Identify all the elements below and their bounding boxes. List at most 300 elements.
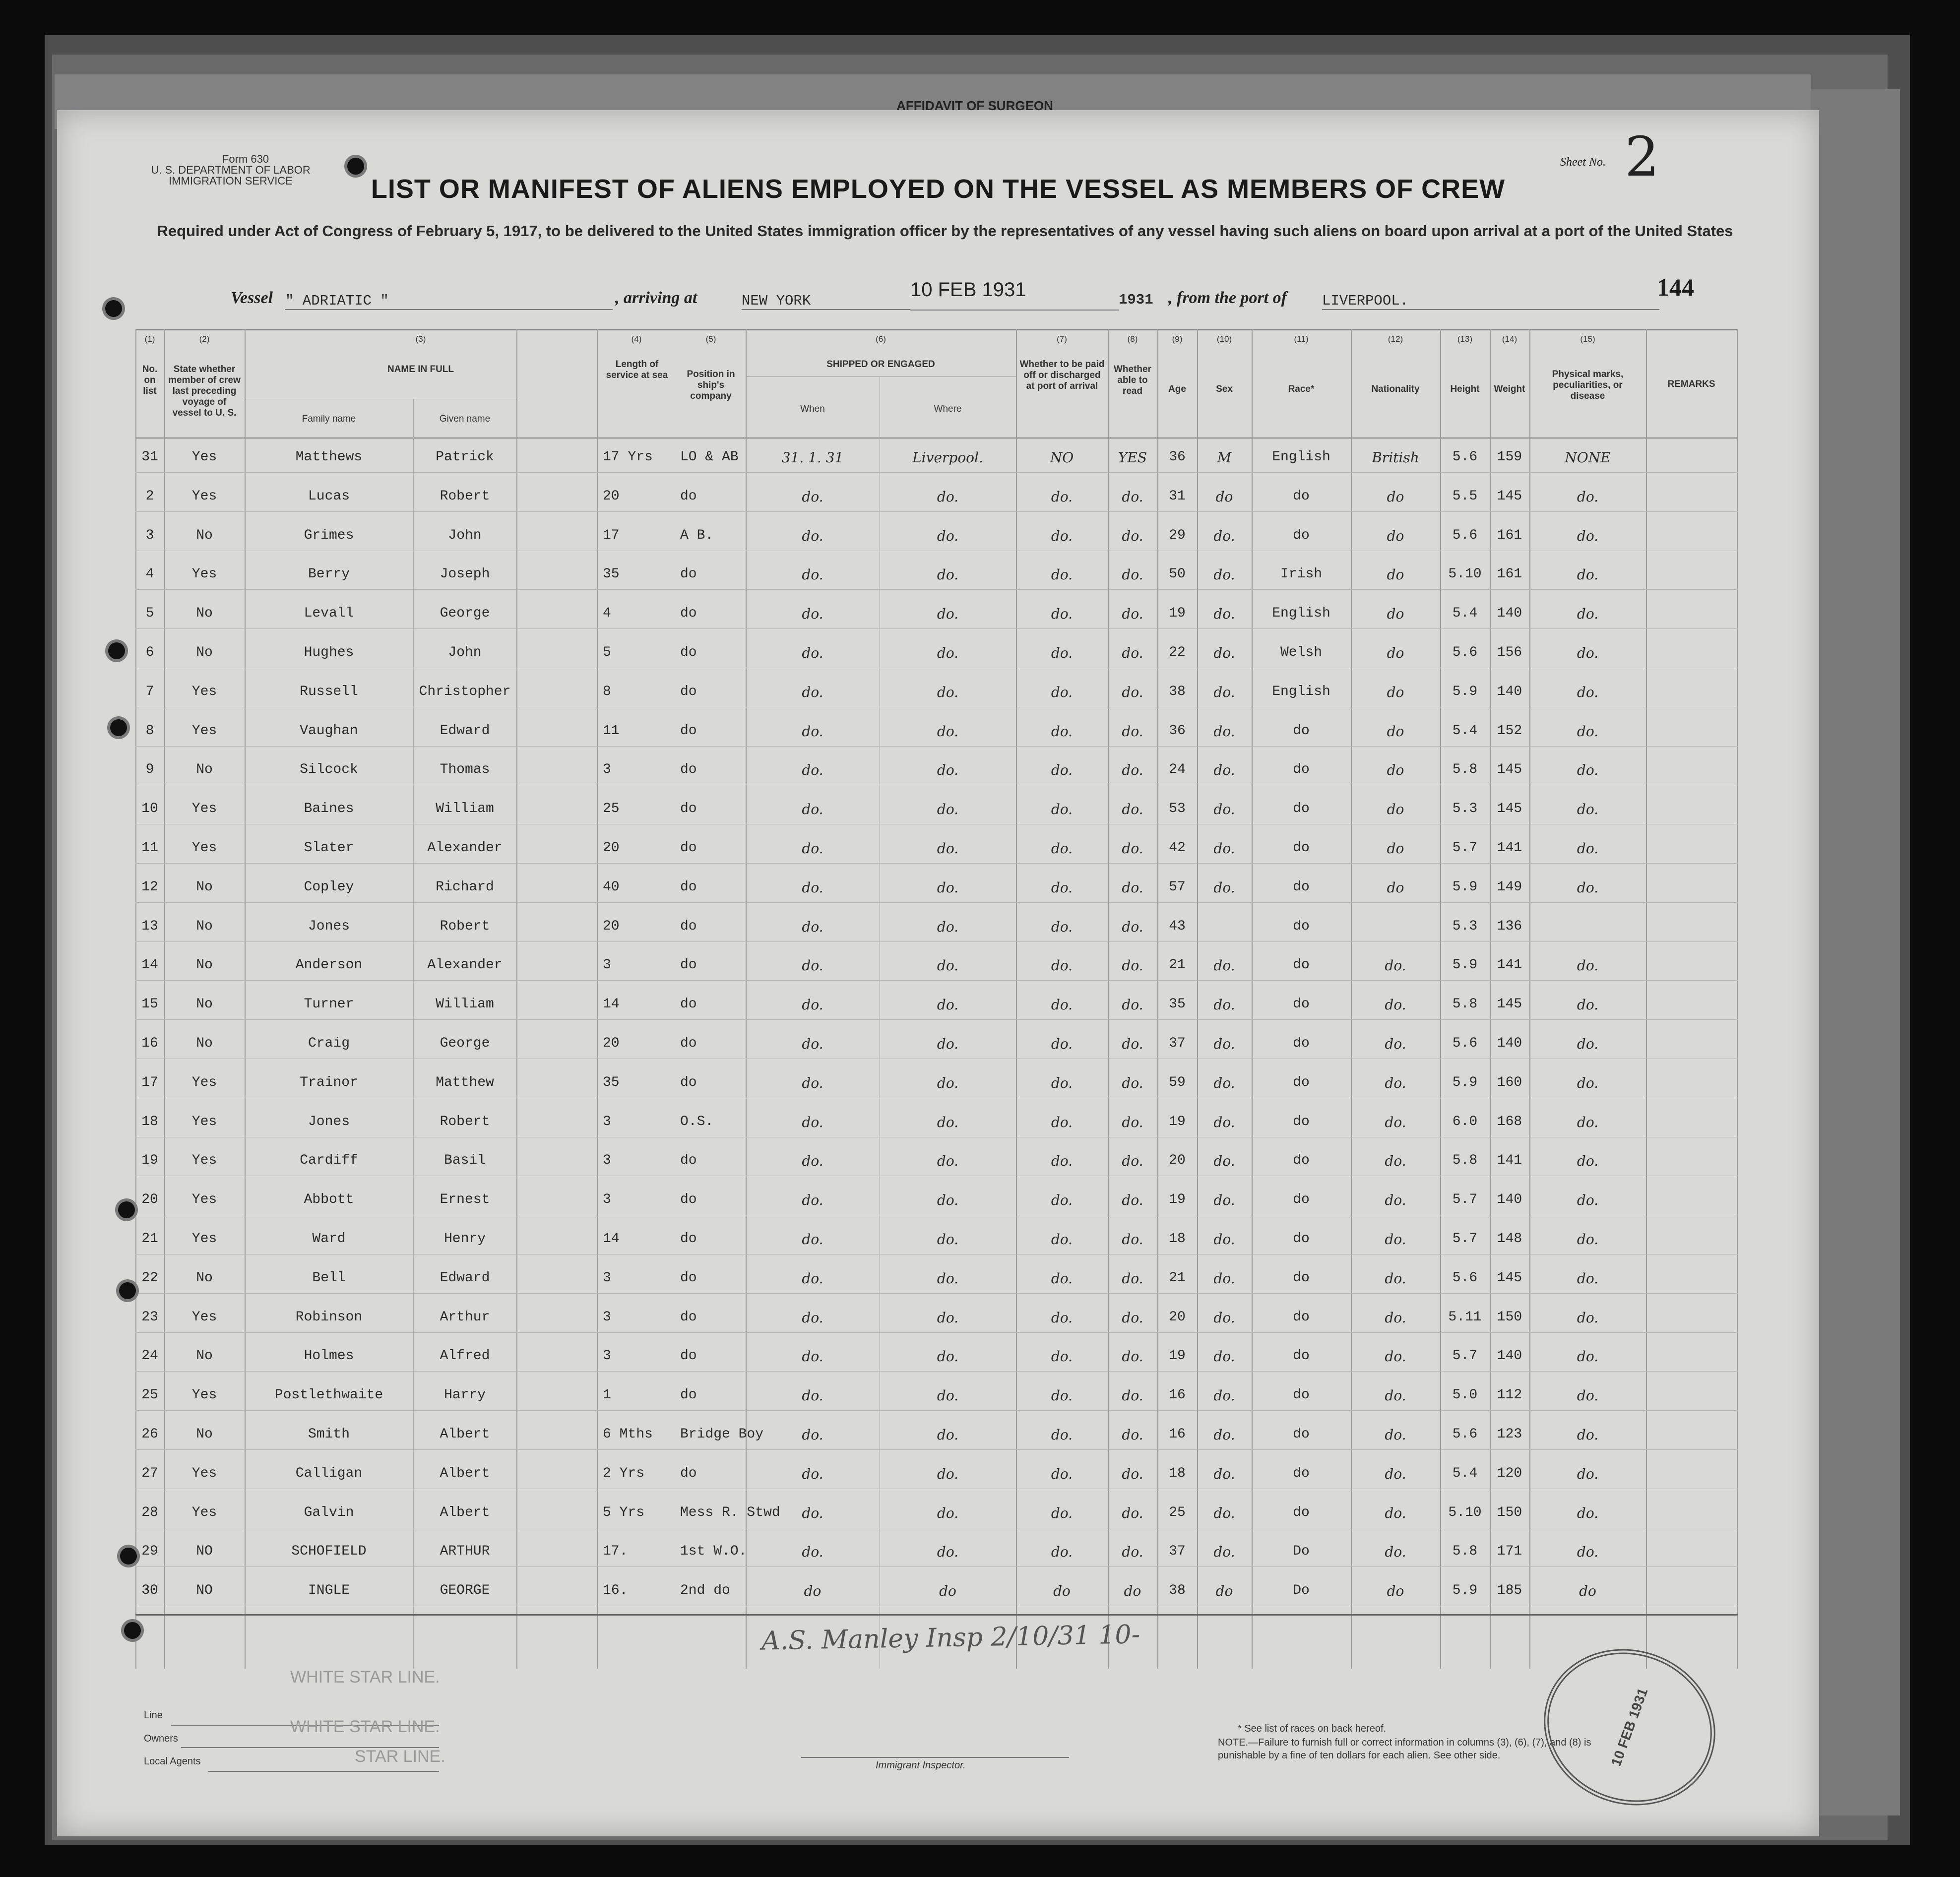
row-rule: [135, 863, 1738, 864]
cell-family-name: Vaughan: [300, 723, 358, 739]
cell-height: 5.10: [1448, 566, 1482, 582]
cell-nationality: do.: [1385, 1465, 1406, 1482]
cell-able-to-read: do.: [1122, 1465, 1143, 1482]
cell-prev-voyage: No: [196, 606, 213, 622]
penalty-note: NOTE.—Failure to furnish full or correct information in columns (3), (6), (7), and (8) is punishable by a fine of ten dollars for each alien. See other side.: [1218, 1737, 1591, 1761]
col-head-prev-voyage: State whether member of crew last preceding voyage of vessel to U. S.: [168, 364, 241, 418]
cell-sex: do.: [1213, 723, 1235, 740]
vessel-label: Vessel: [231, 289, 273, 307]
cell-nationality: do: [1387, 566, 1404, 583]
cell-height: 5.6: [1452, 1270, 1478, 1286]
cell-given-name: Joseph: [440, 566, 490, 582]
col-head-age: Age: [1168, 384, 1186, 394]
cell-height: 5.6: [1452, 527, 1478, 543]
cell-weight: 120: [1497, 1465, 1522, 1481]
cell-sex: do.: [1213, 1387, 1235, 1404]
cell-service-length: 20: [603, 840, 620, 856]
cell-height: 5.7: [1452, 1231, 1478, 1247]
cell-prev-voyage: No: [196, 762, 213, 778]
from-port-label: , from the port of: [1168, 289, 1287, 307]
cell-service-length: 25: [603, 801, 620, 817]
cell-able-to-read: do.: [1122, 762, 1143, 779]
cell-family-name: Robinson: [295, 1309, 363, 1325]
cell-race: do: [1293, 1465, 1310, 1481]
cell-shipped-where: do.: [937, 840, 959, 857]
cell-able-to-read: do.: [1122, 918, 1143, 935]
cell-row-number: 24: [141, 1348, 158, 1364]
cell-shipped-when: do.: [802, 879, 823, 896]
cell-sex: do.: [1213, 1427, 1235, 1443]
cell-age: 37: [1169, 1544, 1186, 1560]
footer-agents-value: STAR LINE.: [355, 1747, 445, 1766]
cell-sex: do.: [1213, 762, 1235, 779]
cell-shipped-when: do.: [802, 840, 823, 857]
cell-position: A B.: [680, 527, 714, 543]
cell-service-length: 20: [603, 1036, 620, 1051]
cell-given-name: Albert: [440, 1504, 490, 1520]
cell-paid-off: do.: [1051, 1153, 1073, 1170]
cell-weight: 140: [1497, 1348, 1522, 1364]
cell-weight: 140: [1497, 684, 1522, 699]
col-head-race: Race*: [1288, 384, 1315, 394]
col-head-nationality: Nationality: [1371, 384, 1420, 394]
cell-row-number: 18: [141, 1114, 158, 1129]
cell-weight: 145: [1497, 801, 1522, 817]
cell-sex: do.: [1213, 1270, 1235, 1287]
cell-paid-off: do.: [1051, 1504, 1073, 1521]
cell-weight: 159: [1497, 449, 1522, 465]
cell-physical-marks: do.: [1577, 723, 1599, 740]
cell-physical-marks: do.: [1577, 1309, 1599, 1326]
col-num-7: (7): [1057, 334, 1067, 344]
cell-age: 42: [1169, 840, 1186, 856]
col-head-service: Length of service at sea: [606, 359, 668, 380]
cell-prev-voyage: No: [196, 957, 213, 973]
cell-weight: 140: [1497, 1192, 1522, 1208]
cell-height: 5.10: [1448, 1504, 1482, 1520]
cell-shipped-where: do.: [937, 1036, 959, 1052]
cell-position: do: [680, 1309, 697, 1325]
cell-paid-off: do.: [1051, 1114, 1073, 1130]
row-rule: [135, 472, 1738, 473]
cell-physical-marks: do: [1579, 1583, 1596, 1600]
cell-weight: 152: [1497, 723, 1522, 739]
cell-weight: 140: [1497, 606, 1522, 622]
col-num-1: (1): [144, 334, 155, 344]
cell-family-name: Galvin: [304, 1504, 354, 1520]
cell-prev-voyage: Yes: [191, 1192, 217, 1208]
cell-nationality: do: [1387, 723, 1404, 740]
cell-row-number: 31: [141, 449, 158, 465]
cell-sex: M: [1217, 449, 1232, 466]
cell-sex: do.: [1213, 1114, 1235, 1130]
cell-shipped-where: do.: [937, 1427, 959, 1443]
cell-physical-marks: do.: [1577, 1387, 1599, 1404]
cell-service-length: 14: [603, 1231, 620, 1247]
cell-shipped-when: do.: [802, 1504, 823, 1521]
cell-shipped-when: do.: [802, 1465, 823, 1482]
cell-race: English: [1272, 449, 1330, 465]
cell-service-length: 1: [603, 1387, 611, 1403]
service-label: IMMIGRATION SERVICE: [169, 175, 293, 187]
cell-weight: 145: [1497, 1270, 1522, 1286]
cell-prev-voyage: Yes: [191, 801, 217, 817]
row-rule: [135, 589, 1738, 590]
cell-height: 5.3: [1452, 918, 1478, 934]
col-num-14: (14): [1502, 334, 1517, 344]
cell-prev-voyage: No: [196, 527, 213, 543]
cell-physical-marks: do.: [1577, 1465, 1599, 1482]
cell-prev-voyage: Yes: [191, 488, 217, 504]
cell-paid-off: do: [1053, 1583, 1071, 1600]
cell-age: 19: [1169, 1192, 1186, 1208]
cell-family-name: Craig: [308, 1036, 350, 1051]
cell-shipped-when: do.: [802, 684, 823, 700]
col-num-2: (2): [199, 334, 210, 344]
cell-height: 5.9: [1452, 957, 1478, 973]
cell-position: do: [680, 1270, 697, 1286]
cell-race: do: [1293, 1114, 1310, 1129]
cell-given-name: GEORGE: [440, 1583, 490, 1599]
cell-shipped-when: do.: [802, 645, 823, 661]
cell-row-number: 22: [141, 1270, 158, 1286]
top-stamp: AFFIDAVIT OF SURGEON: [896, 98, 1053, 113]
cell-position: 1st W.O.: [680, 1544, 747, 1560]
cell-row-number: 15: [141, 997, 158, 1012]
cell-paid-off: do.: [1051, 762, 1073, 779]
cell-weight: 140: [1497, 1036, 1522, 1051]
cell-age: 35: [1169, 997, 1186, 1012]
cell-age: 22: [1169, 645, 1186, 660]
cell-race: do: [1293, 488, 1310, 504]
cell-row-number: 25: [141, 1387, 158, 1403]
cell-race: do: [1293, 723, 1310, 739]
cell-shipped-where: do: [939, 1583, 956, 1600]
cell-paid-off: do.: [1051, 1387, 1073, 1404]
cell-family-name: Anderson: [295, 957, 363, 973]
row-rule: [135, 1449, 1738, 1450]
cell-physical-marks: do.: [1577, 840, 1599, 857]
cell-shipped-when: do: [804, 1583, 822, 1600]
cell-shipped-where: do.: [937, 918, 959, 935]
cell-nationality: do.: [1385, 1309, 1406, 1326]
cell-physical-marks: do.: [1577, 645, 1599, 661]
cell-able-to-read: do.: [1122, 723, 1143, 740]
punch-hole: [124, 1622, 141, 1639]
cell-physical-marks: do.: [1577, 1114, 1599, 1130]
cell-sex: do.: [1213, 566, 1235, 583]
cell-physical-marks: do.: [1577, 1036, 1599, 1052]
cell-prev-voyage: No: [196, 1036, 213, 1051]
page-number: 144: [1657, 273, 1694, 301]
cell-age: 20: [1169, 1153, 1186, 1169]
cell-service-length: 8: [603, 684, 611, 699]
cell-position: do: [680, 684, 697, 699]
cell-nationality: do.: [1385, 997, 1406, 1013]
cell-prev-voyage: No: [196, 1270, 213, 1286]
cell-paid-off: do.: [1051, 1270, 1073, 1287]
cell-position: do: [680, 957, 697, 973]
cell-position: Mess R. Stwd: [680, 1504, 780, 1520]
col-num-15: (15): [1580, 334, 1595, 344]
cell-sex: do.: [1213, 957, 1235, 974]
cell-age: 16: [1169, 1427, 1186, 1442]
row-rule: [135, 1410, 1738, 1411]
cell-nationality: do.: [1385, 1348, 1406, 1365]
cell-nationality: do.: [1385, 1074, 1406, 1091]
cell-row-number: 20: [141, 1192, 158, 1208]
cell-paid-off: do.: [1051, 488, 1073, 505]
cell-given-name: John: [448, 527, 482, 543]
cell-given-name: Matthew: [436, 1074, 494, 1090]
cell-weight: 136: [1497, 918, 1522, 934]
cell-row-number: 4: [145, 566, 154, 582]
cell-family-name: Slater: [304, 840, 354, 856]
col-num-12: (12): [1388, 334, 1403, 344]
cell-height: 5.8: [1452, 762, 1478, 778]
cell-given-name: Basil: [443, 1153, 486, 1169]
cell-shipped-when: do.: [802, 1114, 823, 1130]
cell-paid-off: do.: [1051, 1074, 1073, 1091]
cell-shipped-when: do.: [802, 488, 823, 505]
cell-race: do: [1293, 840, 1310, 856]
cell-race: do: [1293, 1231, 1310, 1247]
cell-sex: do.: [1213, 1192, 1235, 1209]
cell-physical-marks: do.: [1577, 1153, 1599, 1170]
footer-agents-label: Local Agents: [144, 1756, 201, 1767]
cell-family-name: Postlethwaite: [274, 1387, 383, 1403]
cell-given-name: Robert: [440, 918, 490, 934]
cell-given-name: Alfred: [440, 1348, 490, 1364]
cell-family-name: Trainor: [300, 1074, 358, 1090]
cell-family-name: Baines: [304, 801, 354, 817]
cell-service-length: 2 Yrs: [603, 1465, 645, 1481]
cell-race: do: [1293, 1504, 1310, 1520]
cell-race: do: [1293, 879, 1310, 895]
cell-nationality: do.: [1385, 957, 1406, 974]
cell-given-name: George: [440, 1036, 490, 1051]
cell-prev-voyage: No: [196, 879, 213, 895]
cell-weight: 156: [1497, 645, 1522, 660]
cell-weight: 161: [1497, 527, 1522, 543]
page-subtitle: Required under Act of Congress of February 5, 1917, to be delivered to the United States immigration officer by the representatives of any vessel having such aliens on board upon arrival at a port of the United States: [157, 222, 1733, 240]
cell-height: 5.6: [1452, 449, 1478, 465]
cell-family-name: Jones: [308, 1114, 350, 1129]
cell-nationality: do: [1387, 684, 1404, 700]
cell-row-number: 29: [141, 1544, 158, 1560]
cell-shipped-when: do.: [802, 801, 823, 818]
cell-age: 24: [1169, 762, 1186, 778]
col-num-3: (3): [415, 334, 426, 344]
col-head-weight: Weight: [1494, 384, 1525, 394]
cell-position: do: [680, 879, 697, 895]
cell-sex: do.: [1213, 1504, 1235, 1521]
cell-service-length: 3: [603, 1153, 611, 1169]
cell-able-to-read: do.: [1122, 1074, 1143, 1091]
cell-able-to-read: do.: [1122, 1504, 1143, 1521]
col-head-sex: Sex: [1216, 384, 1233, 394]
col-head-where: Where: [934, 404, 962, 414]
cell-able-to-read: do.: [1122, 1427, 1143, 1443]
cell-paid-off: do.: [1051, 566, 1073, 583]
cell-prev-voyage: Yes: [191, 1114, 217, 1129]
punch-hole: [105, 300, 122, 317]
cell-weight: 141: [1497, 957, 1522, 973]
cell-service-length: 3: [603, 1309, 611, 1325]
cell-paid-off: do.: [1051, 879, 1073, 896]
cell-row-number: 2: [145, 488, 154, 504]
cell-shipped-when: do.: [802, 1074, 823, 1091]
cell-nationality: British: [1372, 449, 1419, 466]
cell-family-name: Abbott: [304, 1192, 354, 1208]
cell-sex: do.: [1213, 840, 1235, 857]
cell-given-name: ARTHUR: [440, 1544, 490, 1560]
cell-family-name: SCHOFIELD: [291, 1544, 367, 1560]
cell-prev-voyage: Yes: [191, 1387, 217, 1403]
cell-service-length: 17 Yrs: [603, 449, 653, 465]
cell-sex: do.: [1213, 879, 1235, 896]
cell-sex: do.: [1213, 606, 1235, 623]
cell-age: 36: [1169, 449, 1186, 465]
cell-able-to-read: do.: [1122, 1544, 1143, 1561]
cell-family-name: Ward: [312, 1231, 346, 1247]
cell-paid-off: do.: [1051, 997, 1073, 1013]
cell-sex: do.: [1213, 645, 1235, 661]
vessel-name: " ADRIATIC ": [285, 293, 613, 310]
cell-service-length: 16.: [603, 1583, 628, 1599]
cell-age: 19: [1169, 1348, 1186, 1364]
cell-position: do: [680, 488, 697, 504]
cell-shipped-when: do.: [802, 566, 823, 583]
from-port: LIVERPOOL.: [1322, 293, 1659, 310]
cell-sex: do.: [1213, 1465, 1235, 1482]
cell-paid-off: do.: [1051, 1309, 1073, 1326]
cell-physical-marks: do.: [1577, 1544, 1599, 1561]
cell-physical-marks: do.: [1577, 527, 1599, 544]
cell-service-length: 11: [603, 723, 620, 739]
cell-shipped-when: do.: [802, 1036, 823, 1052]
cell-height: 5.6: [1452, 1036, 1478, 1051]
cell-row-number: 12: [141, 879, 158, 895]
col-head-marks: Physical marks, peculiarities, or disease: [1552, 369, 1624, 401]
cell-position: do: [680, 997, 697, 1012]
cell-height: 5.9: [1452, 1074, 1478, 1090]
cell-shipped-where: Liverpool.: [912, 449, 983, 466]
cell-sex: do.: [1213, 1544, 1235, 1561]
arrival-date-stamp: 10 FEB 1931: [910, 279, 1026, 301]
cell-able-to-read: YES: [1118, 449, 1147, 466]
cell-sex: do.: [1213, 1036, 1235, 1052]
cell-age: 38: [1169, 684, 1186, 699]
form-number: Form 630: [222, 153, 269, 165]
cell-service-length: 3: [603, 762, 611, 778]
cell-weight: 145: [1497, 762, 1522, 778]
cell-physical-marks: do.: [1577, 1074, 1599, 1091]
col-head-read: Whether able to read: [1114, 364, 1151, 396]
cell-age: 19: [1169, 1114, 1186, 1129]
cell-given-name: William: [436, 997, 494, 1012]
cell-shipped-where: do.: [937, 1114, 959, 1130]
cell-family-name: Silcock: [300, 762, 358, 778]
cell-weight: 161: [1497, 566, 1522, 582]
cell-sex: do: [1215, 488, 1233, 505]
cell-paid-off: do.: [1051, 527, 1073, 544]
cell-position: do: [680, 1348, 697, 1364]
cell-position: do: [680, 1231, 697, 1247]
cell-sex: do.: [1213, 1309, 1235, 1326]
cell-race: do: [1293, 1074, 1310, 1090]
cell-prev-voyage: Yes: [191, 1153, 217, 1169]
cell-service-length: 3: [603, 957, 611, 973]
cell-height: 5.9: [1452, 684, 1478, 699]
cell-sex: do.: [1213, 1348, 1235, 1365]
cell-family-name: Cardiff: [300, 1153, 358, 1169]
cell-age: 21: [1169, 1270, 1186, 1286]
cell-shipped-when: do.: [802, 918, 823, 935]
cell-given-name: Albert: [440, 1465, 490, 1481]
cell-service-length: 3: [603, 1270, 611, 1286]
cell-shipped-where: do.: [937, 606, 959, 623]
cell-prev-voyage: Yes: [191, 449, 217, 465]
cell-nationality: do: [1387, 606, 1404, 623]
cell-row-number: 28: [141, 1504, 158, 1520]
cell-race: Irish: [1280, 566, 1322, 582]
punch-hole: [118, 1201, 135, 1218]
cell-nationality: do: [1387, 1583, 1404, 1600]
cell-weight: 149: [1497, 879, 1522, 895]
cell-shipped-where: do.: [937, 1074, 959, 1091]
cell-height: 6.0: [1452, 1114, 1478, 1129]
cell-age: 29: [1169, 527, 1186, 543]
col-head-paid-off: Whether to be paid off or discharged at port of arrival: [1019, 359, 1105, 391]
cell-height: 5.7: [1452, 1348, 1478, 1364]
cell-height: 5.4: [1452, 1465, 1478, 1481]
cell-able-to-read: do.: [1122, 1231, 1143, 1248]
cell-able-to-read: do.: [1122, 1153, 1143, 1170]
cell-family-name: Turner: [304, 997, 354, 1012]
cell-paid-off: do.: [1051, 1544, 1073, 1561]
cell-physical-marks: do.: [1577, 1504, 1599, 1521]
cell-shipped-where: do.: [937, 684, 959, 700]
cell-family-name: INGLE: [308, 1583, 350, 1599]
cell-position: LO & AB: [680, 449, 739, 465]
cell-height: 5.5: [1452, 488, 1478, 504]
cell-shipped-where: do.: [937, 1348, 959, 1365]
cell-nationality: do.: [1385, 1427, 1406, 1443]
row-rule: [135, 628, 1738, 629]
cell-age: 18: [1169, 1231, 1186, 1247]
back-paper-right: [1811, 89, 1900, 1815]
cell-age: 59: [1169, 1074, 1186, 1090]
cell-shipped-when: do.: [802, 606, 823, 623]
cell-service-length: 40: [603, 879, 620, 895]
cell-paid-off: do.: [1051, 1427, 1073, 1443]
cell-shipped-when: do.: [802, 1348, 823, 1365]
cell-paid-off: do.: [1051, 918, 1073, 935]
cell-prev-voyage: No: [196, 645, 213, 660]
cell-physical-marks: do.: [1577, 1231, 1599, 1248]
cell-shipped-where: do.: [937, 1544, 959, 1561]
cell-height: 5.9: [1452, 1583, 1478, 1599]
cell-service-length: 20: [603, 488, 620, 504]
cell-family-name: Grimes: [304, 527, 354, 543]
cell-able-to-read: do.: [1122, 527, 1143, 544]
cell-prev-voyage: Yes: [191, 684, 217, 699]
cell-nationality: do.: [1385, 1270, 1406, 1287]
cell-age: 43: [1169, 918, 1186, 934]
cell-able-to-read: do.: [1122, 488, 1143, 505]
row-rule: [135, 1019, 1738, 1020]
